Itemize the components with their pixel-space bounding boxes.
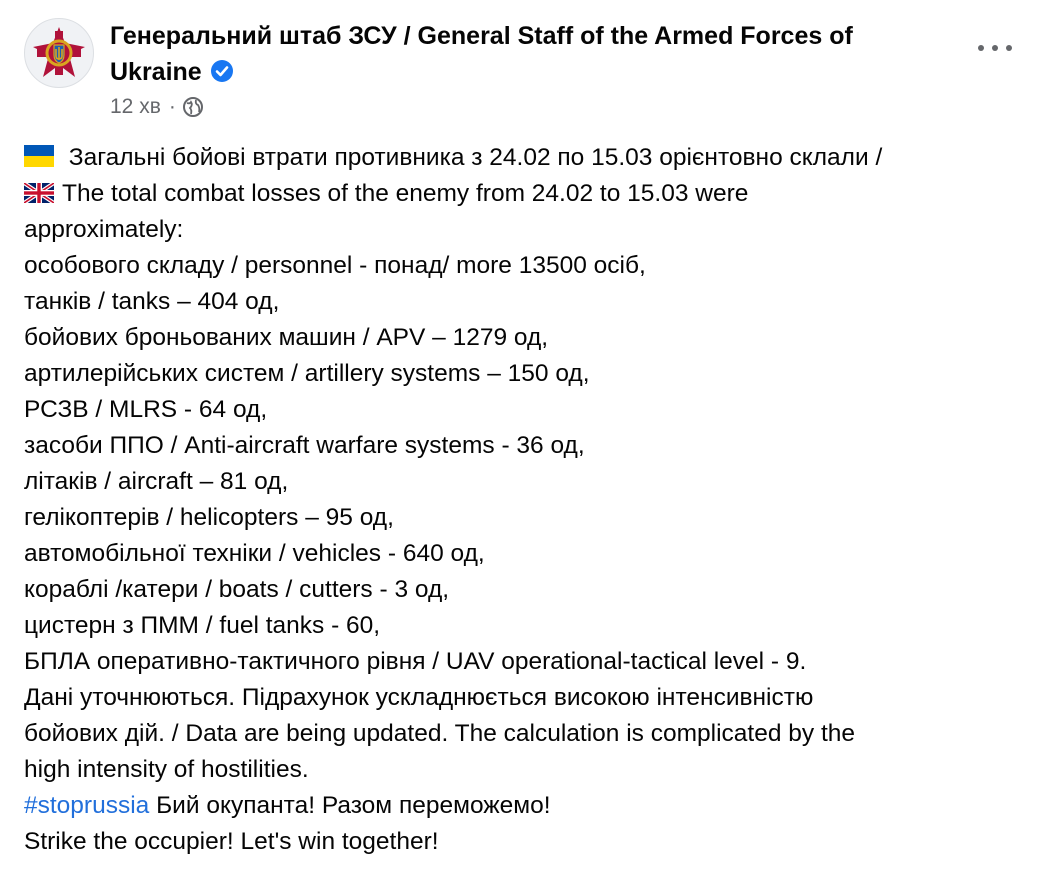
post-line: Дані уточнюються. Підрахунок ускладнюється високою інтенсивністю bbox=[24, 684, 814, 711]
post-line bbox=[24, 788, 1034, 824]
post-line-text: Бий окупанта! Разом переможемо! bbox=[149, 792, 551, 819]
more-options-button[interactable] bbox=[978, 38, 1012, 58]
post-line: гелікоптерів / helicopters – 95 од, bbox=[24, 504, 394, 531]
post-line: high intensity of hostilities. bbox=[24, 756, 309, 783]
more-options-icon bbox=[978, 45, 984, 51]
globe-icon[interactable] bbox=[182, 96, 204, 118]
post-line: засоби ППО / Anti-aircraft warfare systems - 36 од, bbox=[24, 432, 585, 459]
post-line: літаків / aircraft – 81 од, bbox=[24, 468, 289, 495]
post-line: цистерн з ПММ / fuel tanks - 60, bbox=[24, 612, 381, 639]
page-avatar[interactable] bbox=[24, 18, 94, 88]
ukraine-flag-icon bbox=[24, 145, 54, 167]
post-text bbox=[24, 140, 1034, 860]
post-line: танків / tanks – 404 од, bbox=[24, 288, 280, 315]
hashtag-link[interactable]: #stoprussia bbox=[24, 792, 150, 819]
more-options-dot bbox=[992, 45, 998, 51]
armed-forces-emblem-icon bbox=[29, 23, 89, 83]
post-timestamp[interactable]: 12 хв bbox=[110, 95, 161, 118]
post-line: автомобільної техніки / vehicles - 640 од, bbox=[24, 540, 485, 567]
meta-separator: · bbox=[168, 95, 176, 118]
verified-badge-icon bbox=[210, 59, 234, 83]
post-line bbox=[24, 176, 1034, 212]
post-line: артилерійських систем / artillery systems – 150 од, bbox=[24, 360, 590, 387]
post-line: Strike the occupier! Let's win together! bbox=[24, 828, 439, 855]
page-name-link[interactable] bbox=[110, 18, 940, 90]
post-line: approximately: bbox=[24, 216, 184, 243]
more-options-dot bbox=[1006, 45, 1012, 51]
page-name-text: Генеральний штаб ЗСУ / General Staff of the Armed Forces of Ukraine bbox=[110, 22, 853, 86]
post-line: бойових броньованих машин / APV – 1279 од, bbox=[24, 324, 549, 351]
post-line: кораблі /катери / boats / cutters - 3 од, bbox=[24, 576, 450, 603]
post-line: БПЛА оперативно-тактичного рівня / UAV operational-tactical level - 9. bbox=[24, 648, 807, 675]
post-line-text: The total combat losses of the enemy from 24.02 to 15.03 were bbox=[62, 180, 749, 207]
post-header bbox=[24, 18, 1024, 118]
uk-flag-icon bbox=[24, 183, 54, 203]
post-line-text: Загальні бойові втрати противника з 24.02 по 15.03 орієнтовно склали / bbox=[62, 144, 883, 171]
post-line bbox=[24, 140, 1034, 176]
post-meta bbox=[110, 94, 204, 120]
post-line: бойових дій. / Data are being updated. The calculation is complicated by the bbox=[24, 720, 856, 747]
post-line: РСЗВ / MLRS - 64 од, bbox=[24, 396, 268, 423]
post-line: особового складу / personnel - понад/ more 13500 осіб, bbox=[24, 252, 646, 279]
